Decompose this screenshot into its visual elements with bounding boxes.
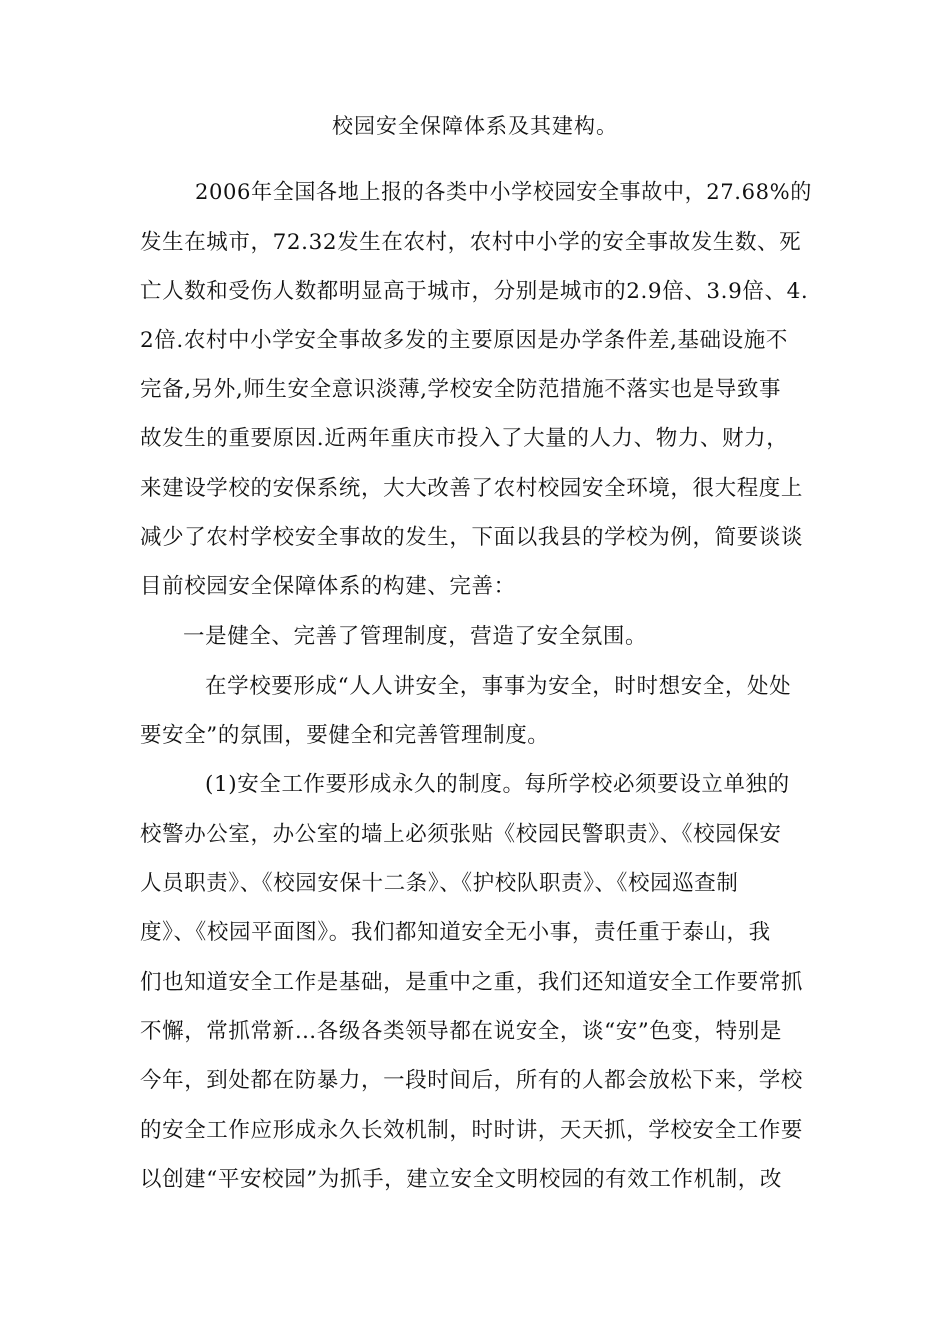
paragraph-line: 校警办公室，办公室的墙上必须张贴《校园民警职责》、《校园保安 [140,822,782,847]
paragraph-line: 来建设学校的安保系统，大大改善了农村校园安全环境，很大程度上 [140,476,804,501]
paragraph-line: 目前校园安全保障体系的构建、完善： [140,574,516,599]
paragraph-line: 人员职责》、《校园安保十二条》、《护校队职责》、《校园巡查制 [140,871,739,896]
document-title: 校园安全保障体系及其建构。 [332,114,618,138]
paragraph-line: 的安全工作应形成永久长效机制，时时讲，天天抓，学校安全工作要 [140,1118,804,1143]
section-heading: 一是健全、完善了管理制度，营造了安全氛围。 [183,624,648,649]
paragraph-line: 发生在城市，72.32发生在农村，农村中小学的安全事故发生数、死 [140,230,802,255]
paragraph-line: 要安全”的氛围，要健全和完善管理制度。 [140,723,550,748]
paragraph-line: 不懈，常抓常新…各级各类领导都在说安全，谈“安”色变，特别是 [140,1019,782,1044]
paragraph-line: 故发生的重要原因.近两年重庆市投入了大量的人力、物力、财力， [140,426,789,451]
paragraph-line: 们也知道安全工作是基础，是重中之重，我们还知道安全工作要常抓 [140,970,804,995]
paragraph-line: 度》、《校园平面图》。我们都知道安全无小事，责任重于泰山，我 [140,920,771,945]
paragraph-line: 2倍.农村中小学安全事故多发的主要原因是办学条件差,基础设施不 [140,328,788,353]
paragraph-line: 减少了农村学校安全事故的发生，下面以我县的学校为例，简要谈谈 [140,525,804,550]
paragraph-line: 今年，到处都在防暴力，一段时间后，所有的人都会放松下来，学校 [140,1068,804,1093]
paragraph-line: 完备,另外,师生安全意识淡薄,学校安全防范措施不落实也是导致事 [140,377,782,402]
paragraph-line: 在学校要形成“人人讲安全，事事为安全，时时想安全，处处 [205,674,792,699]
paragraph-line: (1)安全工作要形成永久的制度。每所学校必须要设立单独的 [205,772,790,797]
paragraph-line: 2006年全国各地上报的各类中小学校园安全事故中，27.68%的 [195,180,812,205]
paragraph-line: 以创建“平安校园”为抓手，建立安全文明校园的有效工作机制，改 [140,1167,782,1192]
paragraph-line: 亡人数和受伤人数都明显高于城市，分别是城市的2.9倍、3.9倍、4. [140,279,809,304]
